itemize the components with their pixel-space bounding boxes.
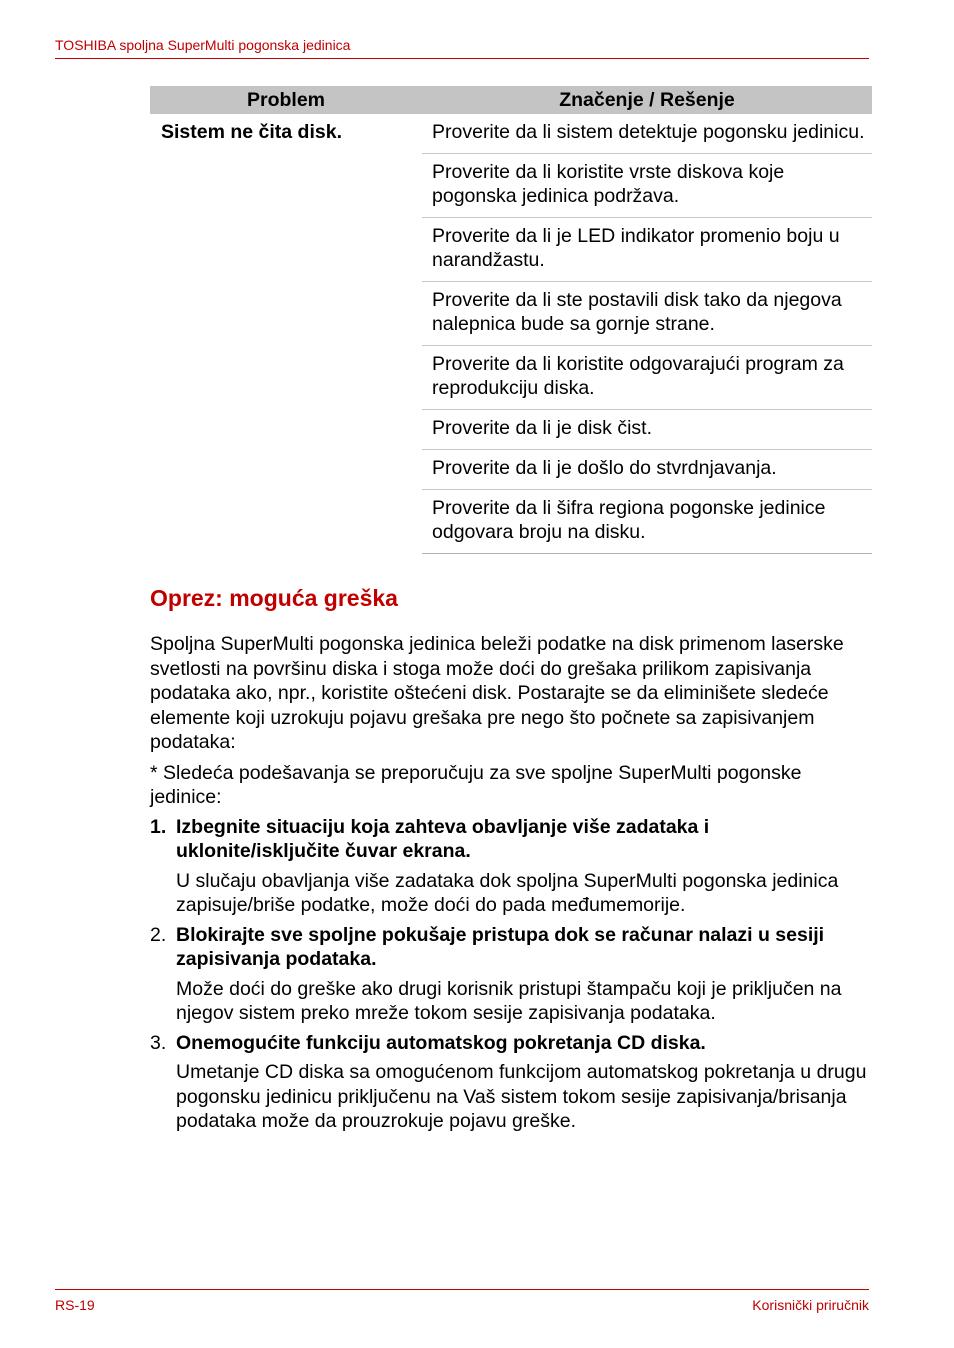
table-row — [150, 114, 872, 154]
solution-cell: Proverite da li šifra regiona pogonske jedinice odgovara broju na disku. — [422, 490, 872, 554]
page-header-title: TOSHIBA spoljna SuperMulti pogonska jedinica — [55, 37, 351, 53]
list-item — [150, 815, 872, 864]
problem-cell: Sistem ne čita disk. — [161, 121, 342, 143]
list-item-description: Može doći do greške ako drugi korisnik pristupi štampaču koji je priključen na njegov sistem preko mreže tokom sesije zapisivanja podataka. — [176, 977, 842, 1024]
column-header-solution: Značenje / Rešenje — [422, 86, 872, 114]
recommendation-note: * Sledeća podešavanja se preporučuju za sve spoljne SuperMulti pogonske jedinice: — [150, 761, 802, 808]
solution-cell: Proverite da li koristite vrste diskova koje pogonska jedinica podržava. — [422, 154, 872, 218]
list-item-number: 3. — [150, 1031, 167, 1054]
manual-name: Korisnički priručnik — [752, 1297, 869, 1313]
list-item-description: U slučaju obavljanja više zadataka dok spoljna SuperMulti pogonska jedinica zapisuje/briše podatke, može doći do pada međumemorije. — [176, 869, 839, 916]
solution-cell: Proverite da li koristite odgovarajući program za reprodukciju diska. — [422, 346, 872, 410]
intro-paragraph: Spoljna SuperMulti pogonska jedinica beleži podatke na disk primenom laserske svetlosti na površinu diska i stoga može doći do grešaka prilikom zapisivanja podataka ako, npr., koristite oštećeni disk. Postarajte se da eliminišete sledeće elemente koji uzrokuju pojavu grešaka pre nego što počnete sa zapisivanjem podataka: — [150, 633, 844, 753]
list-item-title: Blokirajte sve spoljne pokušaje pristupa dok se računar nalazi u sesiji zapisivanja podataka. — [176, 923, 825, 970]
solution-cell: Proverite da li je LED indikator promenio boju u narandžastu. — [422, 218, 872, 282]
section-body — [150, 632, 872, 1139]
solution-cell: Proverite da li je došlo do stvrdnjavanja. — [422, 450, 872, 490]
troubleshooting-table — [150, 86, 872, 554]
list-item-title: Izbegnite situaciju koja zahteva obavljanje više zadataka i uklonite/isključite čuvar ekrana. — [176, 815, 710, 862]
solution-cell: Proverite da li sistem detektuje pogonsku jedinicu. — [432, 121, 865, 143]
page-number: RS-19 — [55, 1297, 95, 1313]
footer-divider — [55, 1289, 869, 1290]
list-item — [150, 1031, 872, 1056]
header-divider — [55, 58, 869, 59]
list-item-number: 1. — [150, 815, 167, 838]
section-heading: Oprez: moguća greška — [150, 585, 398, 611]
column-header-problem: Problem — [150, 86, 422, 114]
solution-cell: Proverite da li ste postavili disk tako da njegova nalepnica bude sa gornje strane. — [422, 282, 872, 346]
list-item-title: Onemogućite funkciju automatskog pokretanja CD diska. — [176, 1031, 706, 1054]
list-item-description: Umetanje CD diska sa omogućenom funkcijom automatskog pokretanja u drugu pogonsku jedinicu priključenu na Vaš sistem tokom sesije zapisivanja/brisanja podataka može da prouzrokuje pojavu greške. — [176, 1061, 867, 1132]
list-item — [150, 923, 872, 972]
solution-cell: Proverite da li je disk čist. — [422, 410, 872, 450]
list-item-number: 2. — [150, 923, 167, 946]
table-header-row — [150, 86, 872, 114]
